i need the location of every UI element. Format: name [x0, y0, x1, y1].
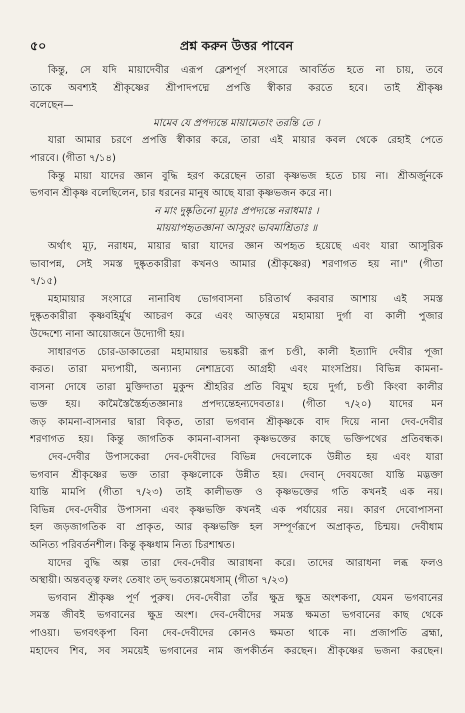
text-line: ভাবাপন্ন, সেই সমস্ত দুষ্কৃতকারীরা কখনও আমার (শ্রীকৃষ্ণের) শরণাগত হয় না।" (গীতা [30, 258, 443, 270]
verse-line: মামেব যে প্রপদ্যন্তে মায়ামেতাং তরন্তি তে । [153, 117, 320, 129]
text-line: সাধারণত চোর-ডাকাতেরা মহামায়ার ভয়ঙ্করী রূপ চণ্ডী, কালী ইত্যাদি দেবীর পূজা [48, 346, 443, 358]
verse-line: মায়য়াপহৃতজ্ঞানা আসুরং ভাবমাশ্রিতাঃ ॥ [155, 223, 318, 235]
text-line: ৭/১৫) [30, 276, 58, 288]
text-line: যাদের বুদ্ধি অল্প তারা দেব-দেবীর আরাধনা করে। তাদের আরাধনা লব্ধ ফলও [48, 557, 443, 569]
page-header [30, 36, 443, 58]
text-line: যান্তি মামপি (গীতা ৭/২৩) তাই কালীভক্ত ও কৃষ্ণভক্তের গতি কখনই এক নয়। [30, 487, 443, 499]
text-line: বিভিন্ন দেব-দেবীর উপাসনা এবং কৃষ্ণভক্তি কখনই এক পর্যায়ের নয়। কারণ দেবোপাসনা [30, 504, 443, 516]
text-line: অনিত্য পরিবর্তনশীল। কিন্তু কৃষ্ণধাম নিত্য চিরশাশ্বত। [30, 540, 235, 552]
text-line: পাওয়া। ভগবৎকৃপা বিনা দেব-দেবীদের কোনও ক্ষমতা থাকে না। প্রজাপতি ব্রহ্মা, [30, 628, 443, 639]
text-line: ভগবান শ্রীকৃষ্ণ বলেছিলেন, চার ধরনের মানুষ আছে যারা কৃষ্ণভজন করে না। [30, 188, 332, 200]
text-line: দেব-দেবীর উপাসকেরা দেব-দেবীদের বিভিন্ন দেবলোকে উন্নীত হয় এবং যারা [48, 452, 443, 464]
text-line: কিন্তু, সে যদি মায়াদেবীর এরূপ ক্লেশপূর্ণ সংসারে আবর্তিত হতে না চায়, তবে [48, 65, 443, 76]
text-line: অর্থাৎ মূঢ়, নরাধম, মায়ার দ্বারা যাদের জ্ঞান অপহৃত হয়েছে এবং যারা আসুরিক [48, 240, 443, 252]
text-line: মহামায়ার সংসারে নানাবিধ ভোগবাসনা চরিতার্থ করবার আশায় এই সমস্ত [48, 293, 443, 305]
text-line: যারা আমার চরণে প্রপত্তি স্বীকার করে, তারা এই মায়ার কবল থেকে রেহাই পেতে [48, 135, 443, 147]
text-line: পারবে। (গীতা ৭/১৪) [30, 152, 116, 164]
page-body-text [30, 62, 443, 660]
page-number: ৫০ [30, 38, 47, 53]
running-title: প্রশ্ন করুন উত্তর পাবেন [179, 38, 294, 53]
text-line: দুষ্কৃতকারীরা কৃষ্ণবহির্মুখ আচরণ করে এবং আড়ম্বরে মহামায়া দুর্গা বা কালী পুজার [30, 311, 443, 323]
text-line: ভক্ত হয়। কামৈস্তৈস্তৈর্হৃতজ্ঞানাঃ প্রপদ্যন্তেহন্যদেবতাঃ। (গীতা ৭/২০) যাদের মন [30, 399, 443, 411]
text-line: মহাদেব শিব, সব সময়েই ভগবানের নাম জপকীর্তন করছেন। শ্রীকৃষ্ণের ভজনা করছেন। [30, 645, 443, 657]
text-line: বাসনা দোষে তারা মুক্তিদাতা মুকুন্দ শ্রীহরির প্রতি বিমুখ হয়ে দুর্গা, চণ্ডী কিংবা কালীর [30, 381, 443, 393]
text-line: শরণাগত হয়। কিন্তু জাগতিক কামনা-বাসনা কৃষ্ণভক্তের কাছে ভক্তিপথের প্রতিবন্ধক। [30, 434, 443, 446]
text-line: অস্থায়ী। অন্তবত্ত্ব ফলং তেষাং তদ্ ভবত্যল্পমেধসাম্ (গীতা ৭/২৩) [30, 575, 289, 587]
text-line: কিন্তু মায়া যাদের জ্ঞান বুদ্ধি হরণ করেছেন তারা কৃষ্ণভজ হতে চায় না। শ্রীঅর্জুনকে [48, 170, 443, 182]
text-line: জড় কামনা-বাসনার দ্বারা বিকৃত, তারা ভগবান শ্রীকৃষ্ণকে বাদ দিয়ে নানা দেব-দেবীর [30, 416, 443, 428]
text-line: করত। তারা মদ্যপায়ী, অন্যান্য নেশাদ্রব্যে আগ্রহী এবং মাংসপ্রিয়। বিভিন্ন কামনা- [30, 364, 443, 376]
text-line: তাকে অবশ্যই শ্রীকৃষ্ণের শ্রীপাদপদ্মে প্রপত্তি স্বীকার করতে হবে। তাই শ্রীকৃষ্ণ [30, 82, 443, 94]
text-line: ভগবান শ্রীকৃষ্ণ পূর্ণ পুরুষ। দেব-দেবীরা তাঁর ক্ষুদ্র ক্ষুদ্র অংশকণা, যেমন ভগবানের [48, 592, 443, 604]
text-line: উদ্দেশ্যে নানা আয়োজনে উদ্যোগী হয়। [30, 328, 185, 340]
text-line: হল জড়জাগতিক বা প্রাকৃত, আর কৃষ্ণভক্তি হল সম্পূর্ণরূপে অপ্রাকৃত, চিন্ময়। দেবীধাম [30, 522, 443, 534]
text-line: সমস্ত জীবই ভগবানের ক্ষুদ্র অংশ। দেব-দেবীদের সমস্ত ক্ষমতা ভগবানের কাছ থেকে [30, 610, 443, 622]
verse-line: ন মাং দুষ্কৃতিনো মূঢ়াঃ প্রপদ্যন্তে নরাধমাঃ । [154, 205, 319, 217]
text-line: বলেছেন— [30, 100, 74, 112]
text-line: ভগবান শ্রীকৃষ্ণের ভক্ত তারা কৃষ্ণলোকে উন্নীত হয়। দেবান্ দেবযজো যান্তি মদ্ভক্তা [30, 469, 443, 481]
